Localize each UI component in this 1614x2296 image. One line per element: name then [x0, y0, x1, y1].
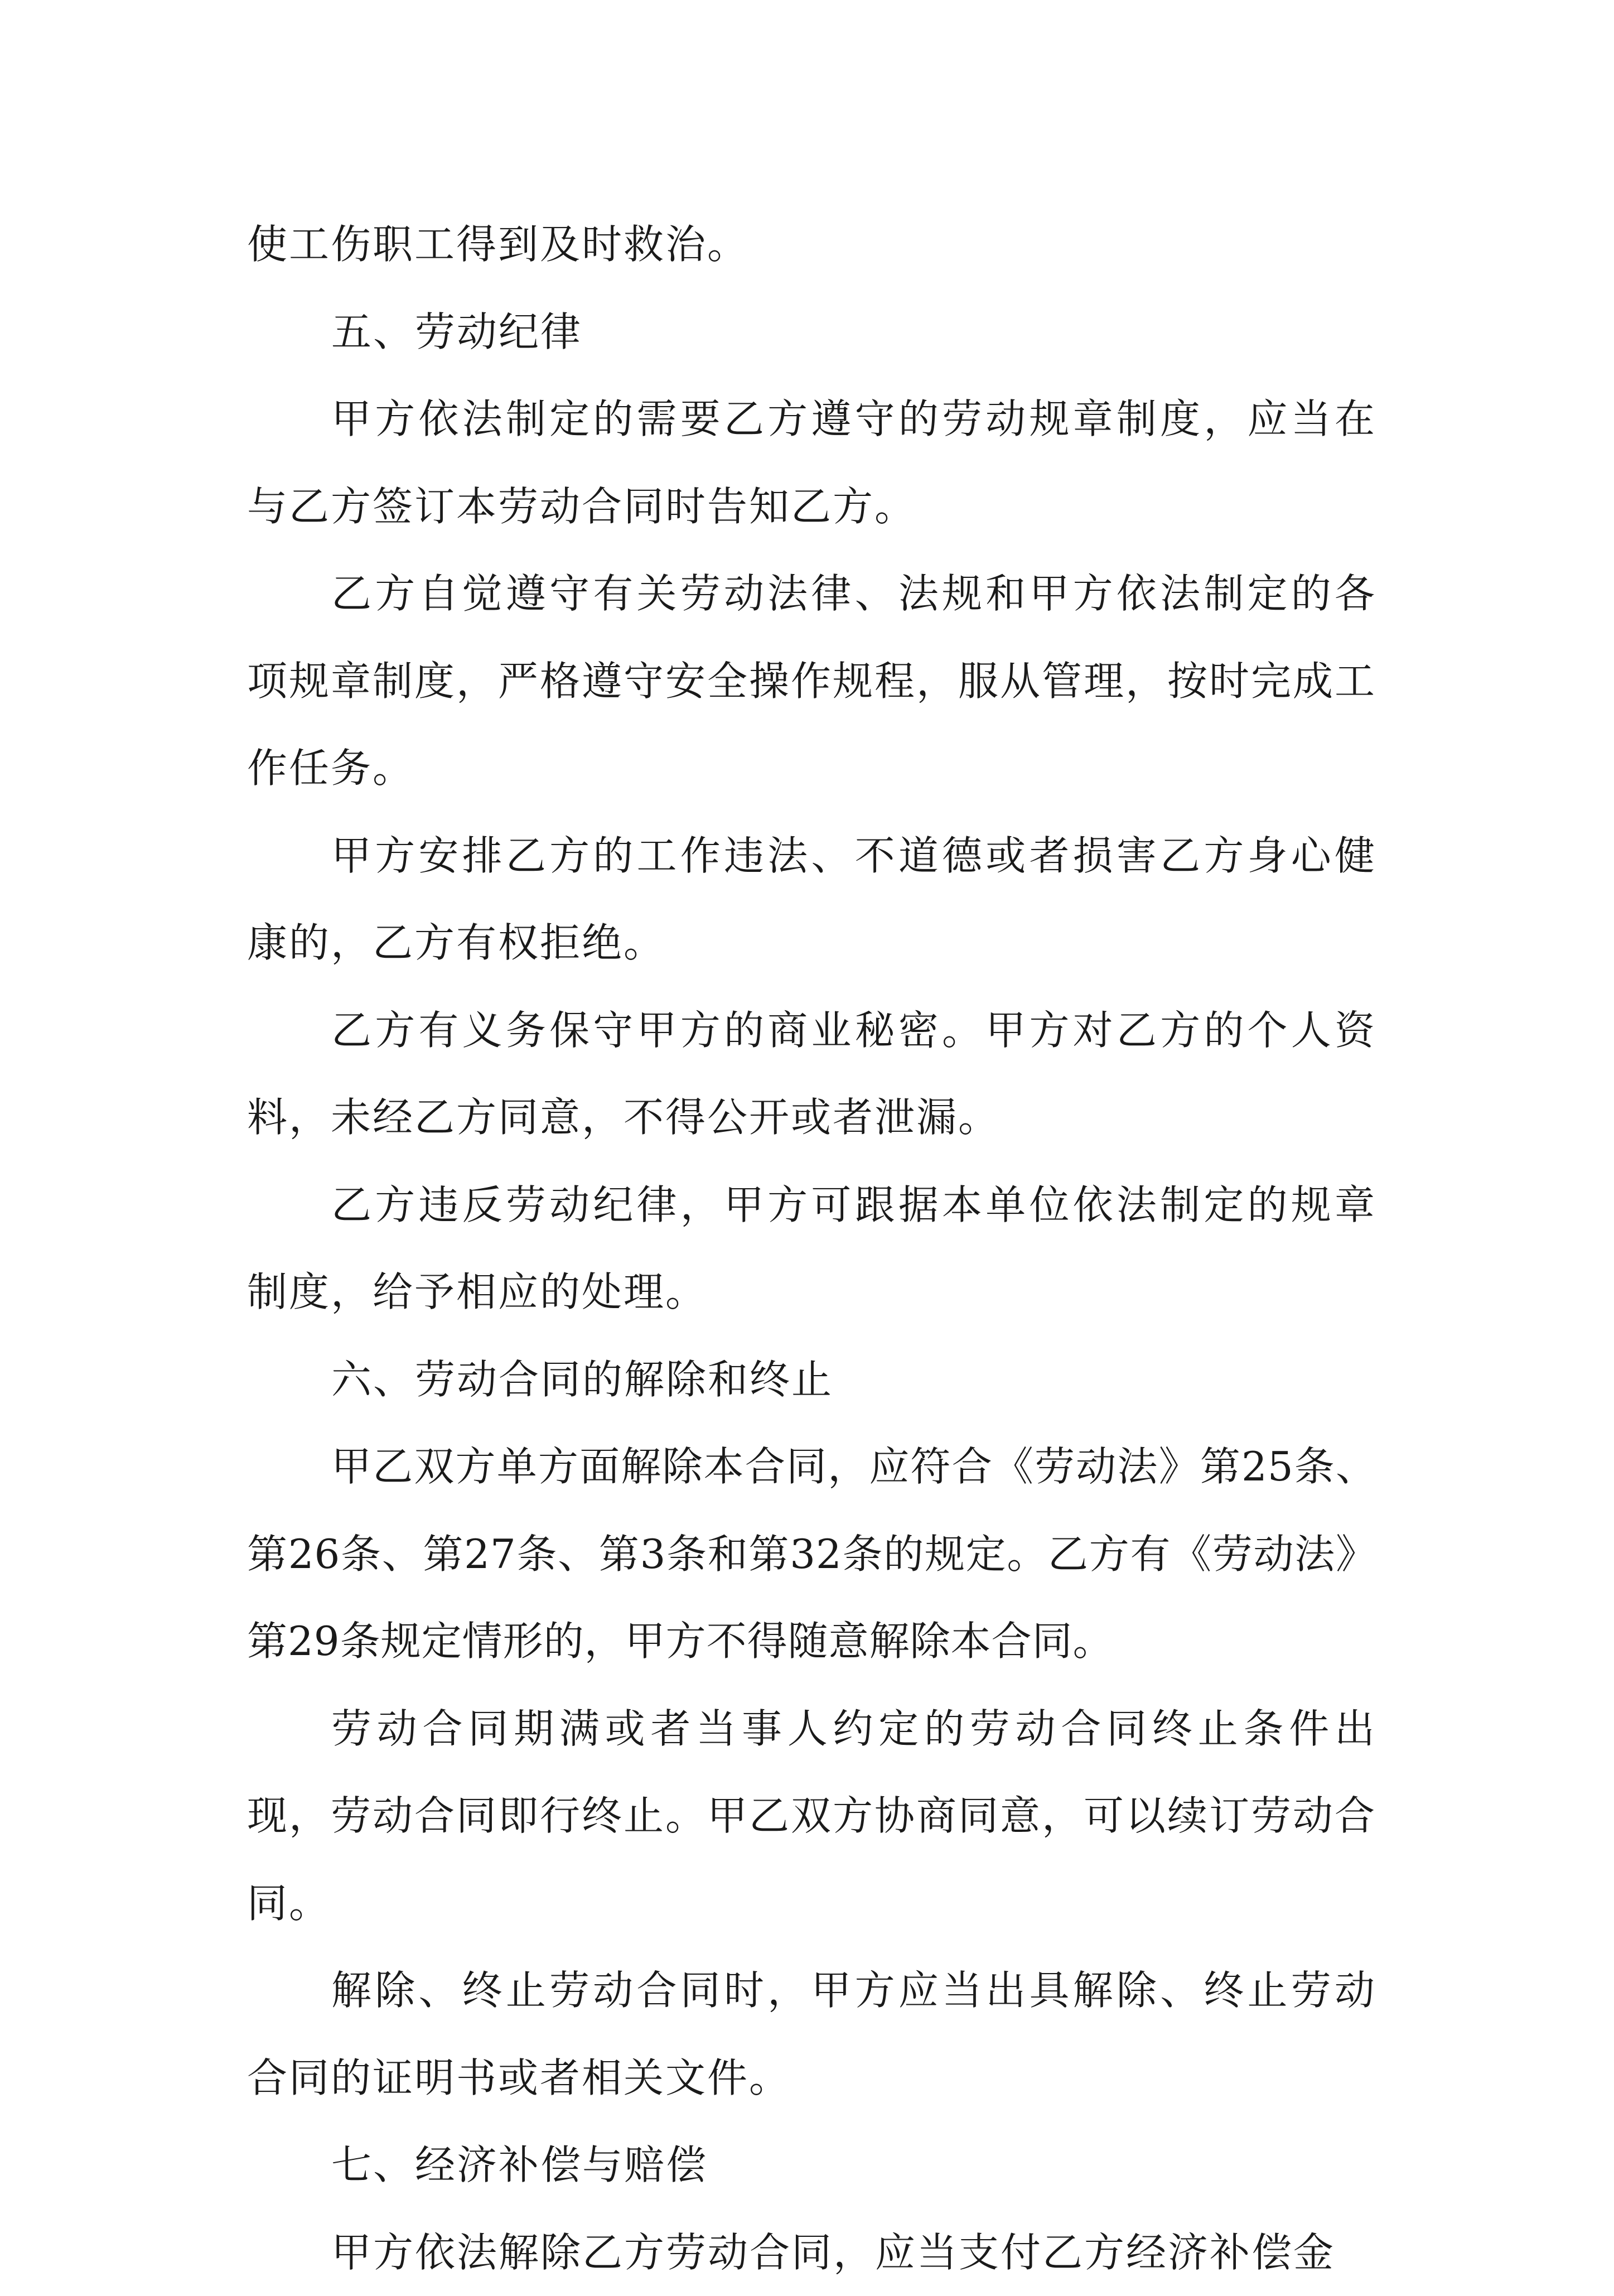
paragraph: 甲乙双方单方面解除本合同，应符合《劳动法》第25条、第26条、第27条、第3条和第32条的规定。乙方有《劳动法》第29条规定情形的，甲方不得随意解除本合同。	[247, 1423, 1376, 1685]
paragraph: 解除、终止劳动合同时，甲方应当出具解除、终止劳动合同的证明书或者相关文件。	[247, 1947, 1376, 2121]
paragraph: 甲方依法解除乙方劳动合同，应当支付乙方经济补偿金	[247, 2209, 1376, 2296]
paragraph: 劳动合同期满或者当事人约定的劳动合同终止条件出现，劳动合同即行终止。甲乙双方协商同意，可以续订劳动合同。	[247, 1685, 1376, 1947]
paragraph: 甲方安排乙方的工作违法、不道德或者损害乙方身心健康的，乙方有权拒绝。	[247, 812, 1376, 987]
section-heading-labor-discipline: 五、劳动纪律	[247, 288, 1376, 376]
paragraph-continuation: 使工伤职工得到及时救治。	[247, 201, 1376, 288]
paragraph: 乙方自觉遵守有关劳动法律、法规和甲方依法制定的各项规章制度，严格遵守安全操作规程，服从管理，按时完成工作任务。	[247, 550, 1376, 812]
paragraph: 乙方违反劳动纪律，甲方可跟据本单位依法制定的规章制度，给予相应的处理。	[247, 1161, 1376, 1336]
document-body	[247, 201, 1376, 2296]
section-heading-compensation: 七、经济补偿与赔偿	[247, 2121, 1376, 2209]
paragraph: 乙方有义务保守甲方的商业秘密。甲方对乙方的个人资料，未经乙方同意，不得公开或者泄漏。	[247, 987, 1376, 1161]
section-heading-contract-termination: 六、劳动合同的解除和终止	[247, 1336, 1376, 1424]
paragraph: 甲方依法制定的需要乙方遵守的劳动规章制度，应当在与乙方签订本劳动合同时告知乙方。	[247, 375, 1376, 550]
